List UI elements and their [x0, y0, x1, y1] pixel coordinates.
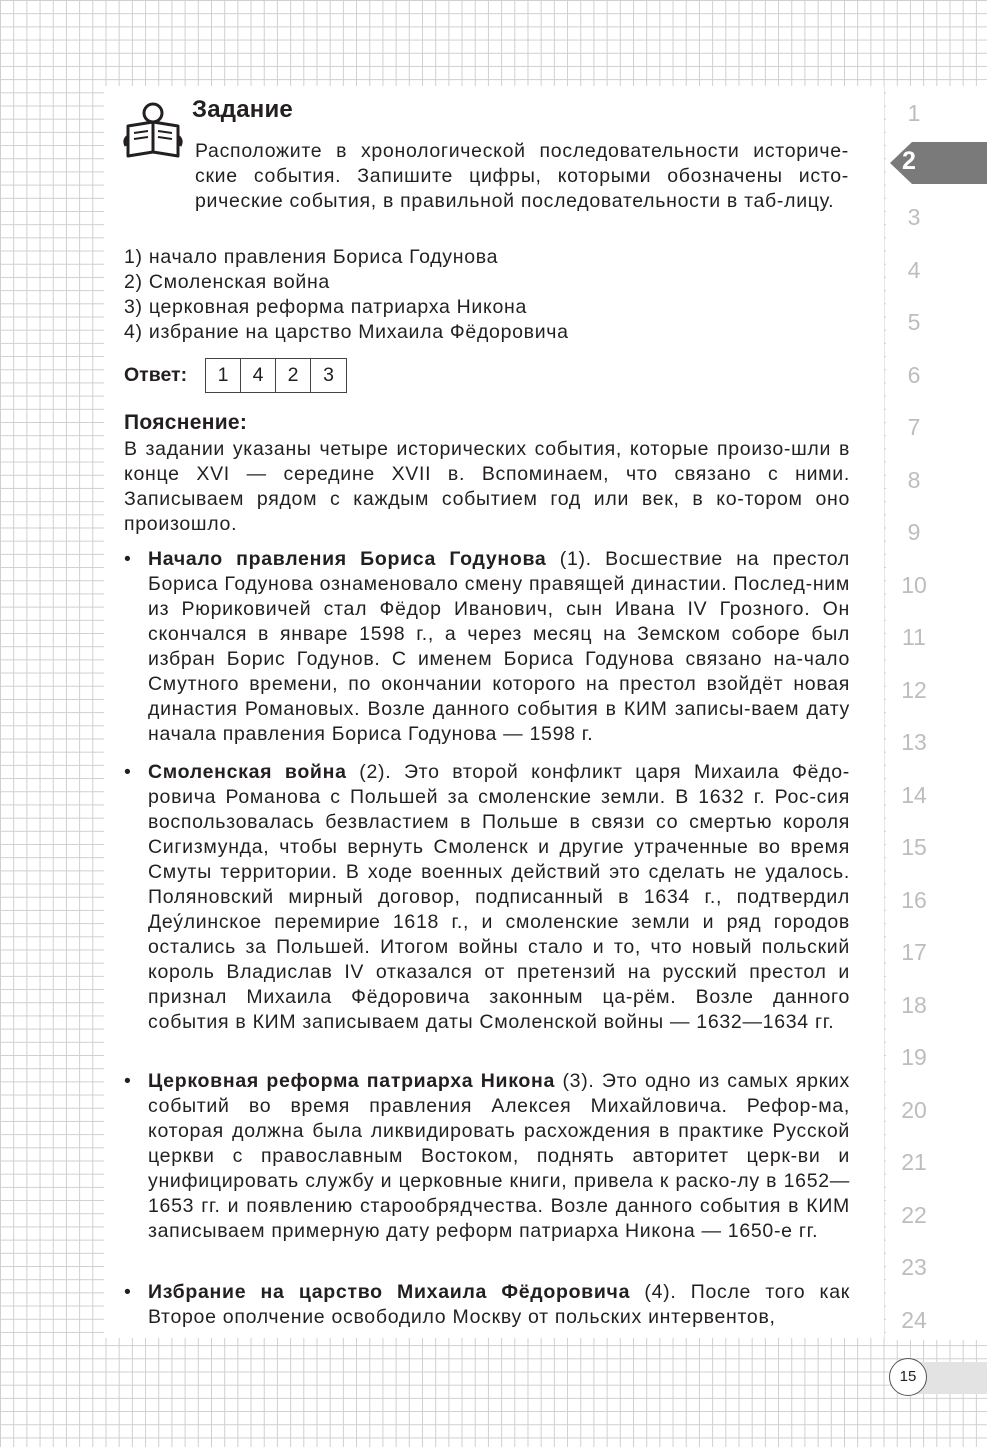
item-heading: Избрание на царство Михаила Фёдоровича	[148, 1281, 631, 1303]
nav-number[interactable]: 6	[907, 362, 921, 388]
item-text: (4). После того как Второе ополчение освободило Москву от польских интервентов,	[148, 1281, 850, 1328]
task-number-nav	[886, 86, 987, 1340]
bullet-icon: •	[124, 1281, 131, 1303]
nav-number[interactable]: 1	[907, 100, 921, 126]
nav-number[interactable]: 15	[901, 834, 927, 860]
explanation-title: Пояснение:	[124, 411, 248, 434]
answer-cell: 2	[276, 359, 311, 392]
nav-number[interactable]: 8	[907, 467, 921, 493]
explanation-item	[124, 547, 850, 747]
answer-table	[205, 358, 347, 393]
item-text: (1). Восшествие на престол Бориса Годунова ознаменовало смену правящей династии. Послед-ним из Рюриковичей стал Фёдор Иванович, сын Ивана IV Грозного. Он скончался в январе 1598 г., а через месяц на Земском соборе был избран Борис Годунов. С именем Бориса Годунова связано на-чало Смутного времени, по окончании которого на престол взойдёт новая династия Романовых. Возле данного события в КИМ записы-ваем дату начала правления Бориса Годунова — 1598 г.	[148, 548, 850, 745]
nav-number[interactable]: 24	[901, 1307, 927, 1333]
nav-number[interactable]: 10	[901, 572, 927, 598]
item-text: (3). Это одно из самых ярких событий во время правления Алексея Михайловича. Рефор-ма, которая должна была ликвидировать расхождения в практике Русской церкви с православным Востоком, поднять авторитет церк-ви и унифицировать службу и церковные книги, привела к раско-лу в 1652—1653 гг. и появлению старообрядчества. Возле данного события в КИМ записываем примерную дату реформ патриарха Никона — 1650-е гг.	[148, 1070, 850, 1242]
list-item: 2) Смоленская война	[124, 271, 330, 293]
explanation-item	[124, 760, 850, 1035]
nav-number[interactable]: 21	[901, 1149, 927, 1175]
nav-number[interactable]: 13	[901, 729, 927, 755]
nav-number[interactable]: 14	[901, 782, 927, 808]
page-number: 15	[889, 1358, 927, 1396]
explanation-item	[124, 1280, 850, 1330]
list-item: 1) начало правления Бориса Годунова	[124, 246, 499, 268]
task-text: Расположите в хронологической последовательности историче-ские события. Запишите цифры, которыми обозначены исто-рические события, в правильной последовательности в таб-лицу.	[195, 140, 849, 212]
nav-number[interactable]: 3	[907, 204, 921, 230]
events-list	[124, 245, 569, 345]
item-heading: Начало правления Бориса Годунова	[148, 548, 547, 570]
bullet-icon: •	[124, 1070, 131, 1092]
nav-active-number[interactable]: 2	[902, 147, 916, 175]
item-heading: Смоленская война	[148, 761, 347, 783]
nav-number[interactable]: 5	[907, 309, 921, 335]
nav-number[interactable]: 20	[901, 1097, 927, 1123]
item-text: (2). Это второй конфликт царя Михаила Фёдо-ровича Романова с Польшей за смоленские земли. В 1632 г. Рос-сия воспользовалась безвластием в Польше в связи со смертью короля Сигизмунда, чтобы вернуть Смоленск и другие утраченные во время Смуты территории. В ходе военных действий это сделать не удалось. Поляновский мирный договор, подписанный в 1634 г., подтвердил Деу́линское перемирие 1618 г., и смоленские земли и ряд городов остались за Польшей. Итогом войны стало и то, что новый польский король Владислав IV отказался от претензий на русский престол и признал Михаила Фёдоровича законным ца-рём. Возле данного события в КИМ записываем даты Смоленской войны — 1632—1634 гг.	[148, 761, 850, 1033]
nav-number[interactable]: 4	[907, 257, 921, 283]
nav-number[interactable]: 12	[901, 677, 927, 703]
answer-label: Ответ:	[124, 364, 188, 386]
list-item: 4) избрание на царство Михаила Фёдоровича	[124, 321, 569, 343]
answer-cell: 4	[241, 359, 276, 392]
item-heading: Церковная реформа патриарха Никона	[148, 1070, 556, 1092]
task-title: Задание	[192, 96, 293, 123]
reader-with-book-icon	[122, 102, 184, 160]
nav-number[interactable]: 7	[907, 414, 921, 440]
bullet-icon: •	[124, 761, 131, 783]
list-item: 3) церковная реформа патриарха Никона	[124, 296, 528, 318]
nav-number[interactable]: 22	[901, 1202, 927, 1228]
answer-cell: 3	[323, 364, 334, 386]
explanation-item	[124, 1069, 850, 1244]
nav-number[interactable]: 16	[901, 887, 927, 913]
answer-cell: 1	[206, 359, 241, 392]
nav-number[interactable]: 17	[901, 939, 927, 965]
bullet-icon: •	[124, 548, 131, 570]
nav-number[interactable]: 19	[901, 1044, 927, 1070]
nav-number[interactable]: 11	[902, 624, 926, 650]
nav-number[interactable]: 23	[901, 1254, 927, 1280]
nav-number[interactable]: 9	[907, 519, 921, 545]
explanation-intro: В задании указаны четыре исторических события, которые произо-шли в конце XVI — середине XVII в. Вспоминаем, что связано с ними. Записываем рядом с каждым событием год или век, в ко-тором оно произошло.	[124, 438, 850, 535]
nav-number[interactable]: 18	[901, 992, 927, 1018]
